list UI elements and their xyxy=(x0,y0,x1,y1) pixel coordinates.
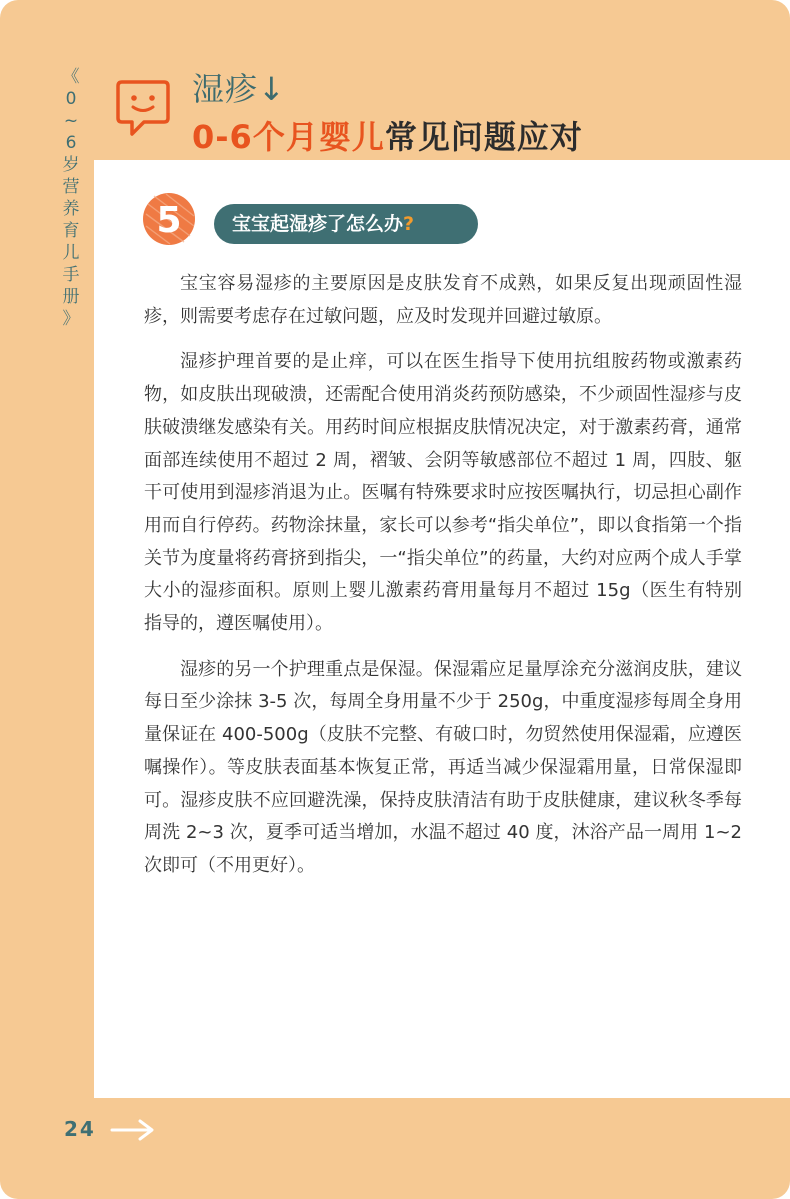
paragraph: 湿疹护理首要的是止痒，可以在医生指导下使用抗组胺药物或激素药物，如皮肤出现破溃，还需配合使用消炎药预防感染，不少顽固性湿疹与皮肤破溃继发感染有关。用药时间应根据皮肤情况决定，对于激素药膏，通常面部连续使用不超过 2 周，褶皱、会阴等敏感部位不超过 1 周，四肢、躯干可使用到湿疹消退为止。医嘱有特殊要求时应按医嘱执行，切忌担心副作用而自行停药。药物涂抹量，家长可以参考“指尖单位”，即以食指第一个指关节为度量将药膏挤到指尖，一“指尖单位”的药量，大约对应两个成人手掌大小的湿疹面积。原则上婴儿激素药膏用量每月不超过 15g（医生有特别指导的，遵医嘱使用）。 xyxy=(144,351,742,635)
side-title-char: 0 xyxy=(65,89,77,109)
paragraph: 湿疹的另一个护理重点是保湿。保湿霜应足量厚涂充分滋润皮肤，建议每日至少涂抹 3-5 次，每周全身用量不少于 250g，中重度湿疹每周全身用量保证在 400-500g（皮肤不完整、有破口时，勿贸然使用保湿霜，应遵医嘱操作）。等皮肤表面基本恢复正常，再适当减少保湿霜用量，日常保湿即可。湿疹皮肤不应回避洗澡，保持皮肤清洁有助于皮肤健康，建议秋冬季每周洗 2~3 次，夏季可适当增加，水温不超过 40 度，沐浴产品一周用 1~2 次即可（不用更好）。 xyxy=(144,658,742,876)
side-title-char: 儿 xyxy=(62,243,80,263)
side-title-char: 养 xyxy=(62,199,80,219)
side-title-char: 册 xyxy=(62,287,80,307)
paragraph: 宝宝容易湿疹的主要原因是皮肤发育不成熟，如果反复出现顽固性湿疹，则需要考虑存在过敏问题，应及时发现并回避过敏原。 xyxy=(144,273,742,327)
side-title-char: 营 xyxy=(62,177,80,197)
side-book-title xyxy=(56,66,86,330)
subtitle-accent: 0-6个月婴儿 xyxy=(192,118,385,156)
article-body xyxy=(144,268,742,896)
page-number: 24 xyxy=(64,1117,96,1141)
chapter-title: 湿疹↓ xyxy=(192,70,286,108)
question-mark: ? xyxy=(403,213,415,235)
side-title-char: 育 xyxy=(62,221,80,241)
section-title: 宝宝起湿疹了怎么办 xyxy=(232,213,404,235)
section-heading xyxy=(214,204,478,244)
side-title-char: 6 xyxy=(65,133,77,153)
section-number-badge xyxy=(140,190,198,248)
arrow-right-icon xyxy=(110,1118,156,1142)
side-title-char: ~ xyxy=(63,111,79,131)
side-title-char: 手 xyxy=(62,265,80,285)
section-number: 5 xyxy=(156,200,182,241)
side-title-char: 岁 xyxy=(62,155,80,175)
subtitle-rest: 常见问题应对 xyxy=(384,118,583,156)
side-title-char: 》 xyxy=(62,309,80,329)
side-title-char: 《 xyxy=(62,67,80,87)
chapter-subtitle xyxy=(192,112,583,158)
chat-bubble-smile-icon xyxy=(116,78,170,138)
